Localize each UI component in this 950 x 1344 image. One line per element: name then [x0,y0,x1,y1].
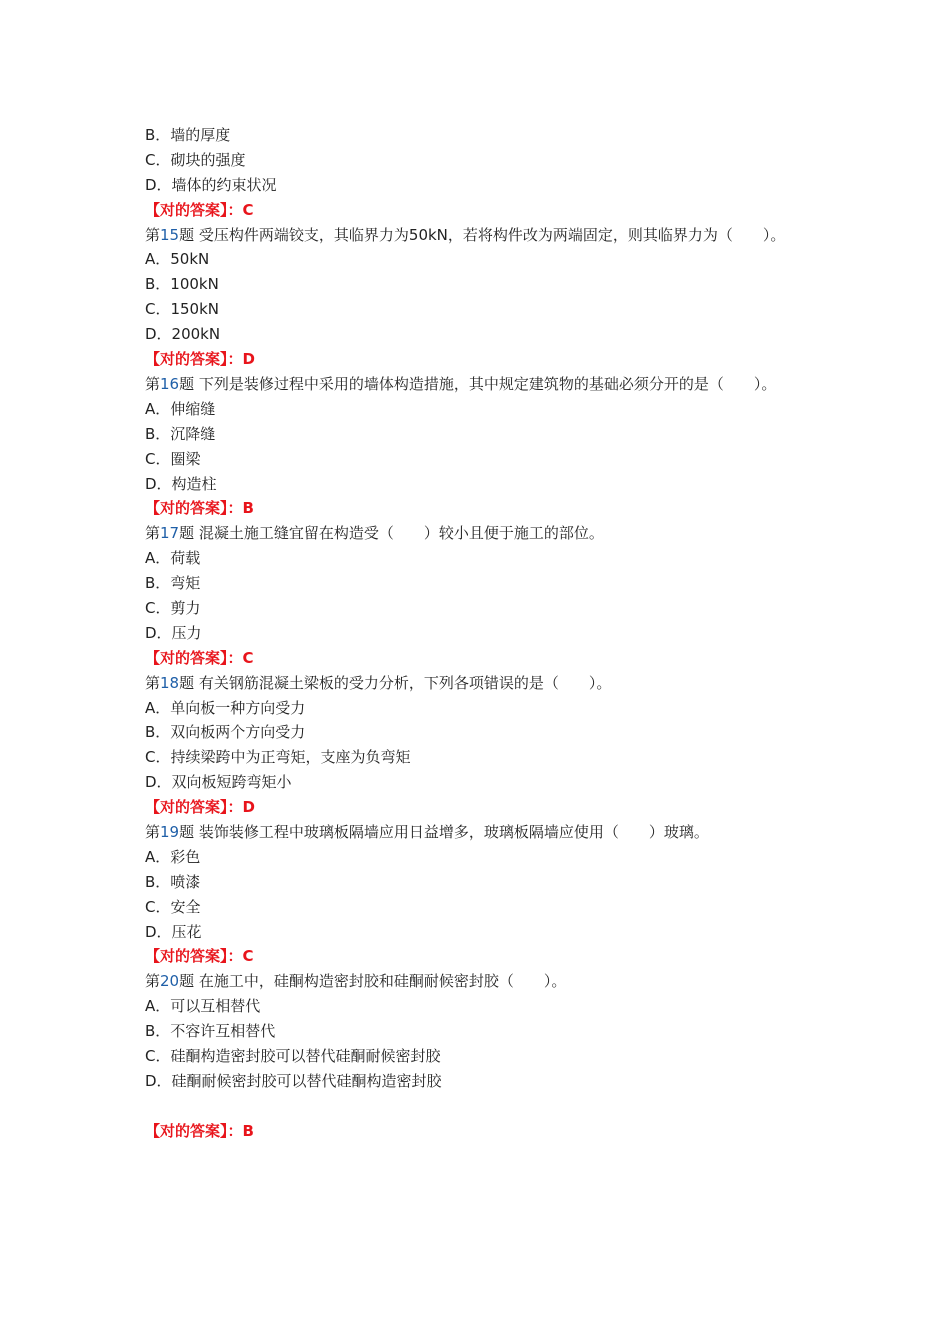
question-text: 下列是装修过程中采用的墙体构造措施，其中规定建筑物的基础必须分开的是（ ）。 [194,374,777,393]
option-line: D．双向板短跨弯矩小 [145,773,292,792]
question-prefix: 第 [145,673,161,692]
option-line: C．砌块的强度 [145,150,246,169]
question-suffix: 题 [179,524,195,543]
option-line: A．彩色 [145,847,201,866]
question-prefix: 第 [145,972,161,991]
question-number: 15 [160,225,180,244]
option-line: B．双向板两个方向受力 [145,723,306,742]
answer-line: 【对的答案】：D [145,350,255,369]
option-line: C．安全 [145,897,201,916]
question-prefix: 第 [145,225,161,244]
question-text: 装饰装修工程中玻璃板隔墙应用日益增多，玻璃板隔墙应使用（ ）玻璃。 [194,823,709,841]
question-16 [145,372,810,521]
option-line: C．剪力 [145,598,201,617]
option-line: B．喷漆 [145,872,201,891]
option-line: A．50kN [145,250,210,269]
option-line: C．持续梁跨中为正弯矩，支座为负弯矩 [145,748,411,767]
question-prefix: 第 [145,524,161,543]
question-number: 20 [160,972,180,991]
option-line: B．墙的厚度 [145,126,231,144]
document-body [145,123,810,1144]
question-stem [145,223,810,248]
question-text: 混凝土施工缝宜留在构造受（ ）较小且便于施工的部位。 [194,524,604,543]
option-line: D．构造柱 [145,474,217,493]
question-number: 19 [160,823,180,841]
answer-line: 【对的答案】：B [145,499,254,518]
question-19 [145,820,810,969]
question-suffix: 题 [179,374,195,393]
option-line: D．压花 [145,922,202,941]
blank-spacer [145,1094,810,1119]
question-17 [145,521,810,670]
question-text: 在施工中，硅酮构造密封胶和硅酮耐候密封胶（ ）。 [194,972,567,991]
question-text: 有关钢筋混凝土梁板的受力分析，下列各项错误的是（ ）。 [194,673,612,692]
question-number: 18 [160,673,180,692]
question-suffix: 题 [179,673,195,692]
option-line: A．荷载 [145,549,201,568]
option-line: A．伸缩缝 [145,399,216,418]
option-line: B．100kN [145,275,219,294]
option-line: D．硅酮耐候密封胶可以替代硅酮构造密封胶 [145,1071,442,1090]
option-line: A．单向板一种方向受力 [145,698,306,717]
question-stem [145,521,810,546]
question-20 [145,969,810,1143]
question-text: 受压构件两端铰支，其临界力为50kN，若将构件改为两端固定，则其临界力为（ ）。 [194,225,786,244]
question-prefix: 第 [145,823,161,841]
option-line: B．沉降缝 [145,424,216,443]
question-number: 17 [160,524,180,543]
answer-line: 【对的答案】：C [145,947,254,966]
leading-options [145,123,810,198]
question-18 [145,671,810,820]
option-line: C．圈梁 [145,449,201,468]
answer-line: 【对的答案】：C [145,200,254,219]
question-suffix: 题 [179,823,195,841]
question-stem [145,969,810,994]
answer-line: 【对的答案】：D [145,798,255,817]
answer-line: 【对的答案】：B [145,1121,254,1140]
question-suffix: 题 [179,972,195,991]
question-number: 16 [160,374,180,393]
option-line: C．硅酮构造密封胶可以替代硅酮耐候密封胶 [145,1047,441,1066]
question-prefix: 第 [145,374,161,393]
option-line: C．150kN [145,300,220,319]
option-line: D．200kN [145,325,221,344]
question-stem [145,820,810,845]
question-suffix: 题 [179,225,195,244]
answer-line: 【对的答案】：C [145,648,254,667]
option-line: B．弯矩 [145,574,201,593]
question-15 [145,223,810,372]
option-line: D．墙体的约束状况 [145,175,277,194]
option-line: A．可以互相替代 [145,997,261,1016]
option-line: B．不容许互相替代 [145,1022,276,1041]
question-stem [145,372,810,397]
question-stem [145,671,810,696]
option-line: D．压力 [145,623,202,642]
